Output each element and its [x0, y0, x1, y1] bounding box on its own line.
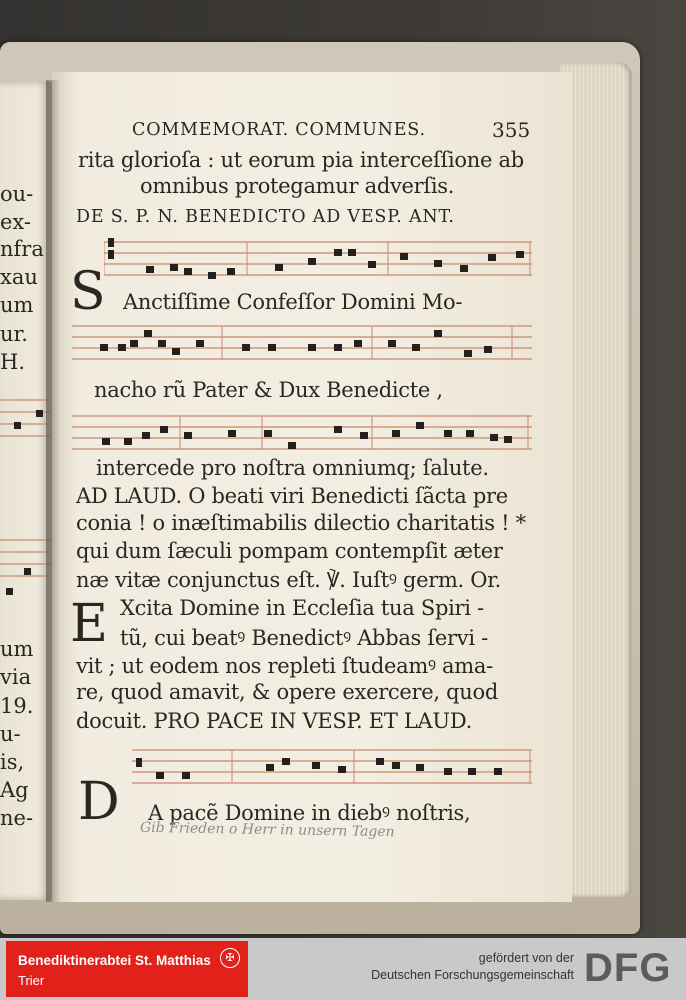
page-number: 355 — [492, 118, 531, 142]
footer-bar — [0, 938, 686, 1000]
text-line: qui dum ſæculi pompam contempſit æter — [76, 539, 503, 563]
left-margin-fragment: H. — [0, 350, 25, 374]
running-header: COMMEMORAT. COMMUNES. — [132, 120, 426, 140]
institution-badge[interactable] — [6, 941, 248, 997]
left-margin-fragment: via — [0, 665, 32, 689]
left-page — [0, 82, 52, 900]
text-line: omnibus protegamur adverſis. — [140, 174, 455, 198]
funding-organization: Deutschen Forschungsgemeinschaft — [371, 968, 574, 982]
abbey-emblem-icon: ✠ — [220, 948, 240, 968]
drop-capital: E — [70, 594, 108, 654]
left-margin-fragment: Ag — [0, 778, 29, 802]
left-margin-fragment: ou- — [0, 182, 34, 206]
text-line: vit ; ut eodem nos repleti ſtudeamꝰ ama- — [76, 654, 493, 678]
funding-note: gefördert von der — [478, 951, 574, 965]
chant-text: Anctiſſime Confeſſor Domini Mo- — [123, 290, 463, 314]
left-margin-fragment: xau — [0, 265, 38, 289]
left-margin-fragment: u- — [0, 722, 21, 746]
left-margin-fragment: ur. — [0, 322, 28, 346]
text-line: næ vitæ conjunctus eſt. ℣. Iuſtꝰ germ. Or. — [76, 568, 502, 592]
left-margin-fragment: um — [0, 637, 34, 661]
institution-city: Trier — [18, 973, 45, 988]
drop-capital: D — [78, 772, 120, 832]
chant-staff — [132, 742, 534, 798]
institution-name: Benediktinerabtei St. Matthias — [18, 953, 211, 968]
left-margin-fragment: 19. — [0, 694, 34, 718]
book-gutter — [46, 80, 60, 902]
drop-capital: S — [70, 262, 106, 322]
pencil-annotation: Gib Frieden o Herr in unsern Tagen — [139, 819, 395, 841]
text-line: conia ! o inæſtimabilis dilectio charitatis ! * — [76, 511, 526, 535]
rubric-heading: DE S. P. N. BENEDICTO AD VESP. ANT. — [76, 207, 455, 227]
chant-staff — [72, 318, 534, 374]
left-margin-fragment: ne- — [0, 806, 34, 830]
text-line: tũ, cui beatꝰ Benedictꝰ Abbas ſervi - — [120, 626, 488, 650]
left-margin-fragment: nfra — [0, 237, 44, 261]
left-margin-fragment: is, — [0, 750, 25, 774]
chant-text: nacho rũ Pater & Dux Benedicte , — [94, 378, 443, 402]
chant-staff — [104, 234, 534, 290]
left-margin-fragment: ex- — [0, 210, 31, 234]
dfg-logo[interactable]: DFG — [584, 946, 672, 990]
text-line: re, quod amavit, & opere exercere, quod — [76, 680, 498, 704]
left-margin-fragment: um — [0, 293, 34, 317]
text-line: rita glorioſa : ut eorum pia interceſſione ab — [78, 148, 524, 172]
chant-text: intercede pro noſtra omniumq; ſalute. — [96, 456, 489, 480]
chant-text: A pacẽ Domine in diebꝰ noſtris, — [148, 801, 471, 825]
left-staff-fragment — [0, 392, 52, 622]
text-line: docuit. PRO PACE IN VESP. ET LAUD. — [76, 709, 472, 733]
text-line: Xcita Domine in Eccleſia tua Spiri - — [120, 596, 484, 620]
text-line: AD LAUD. O beati viri Benedicti ſãcta pre — [76, 484, 508, 508]
